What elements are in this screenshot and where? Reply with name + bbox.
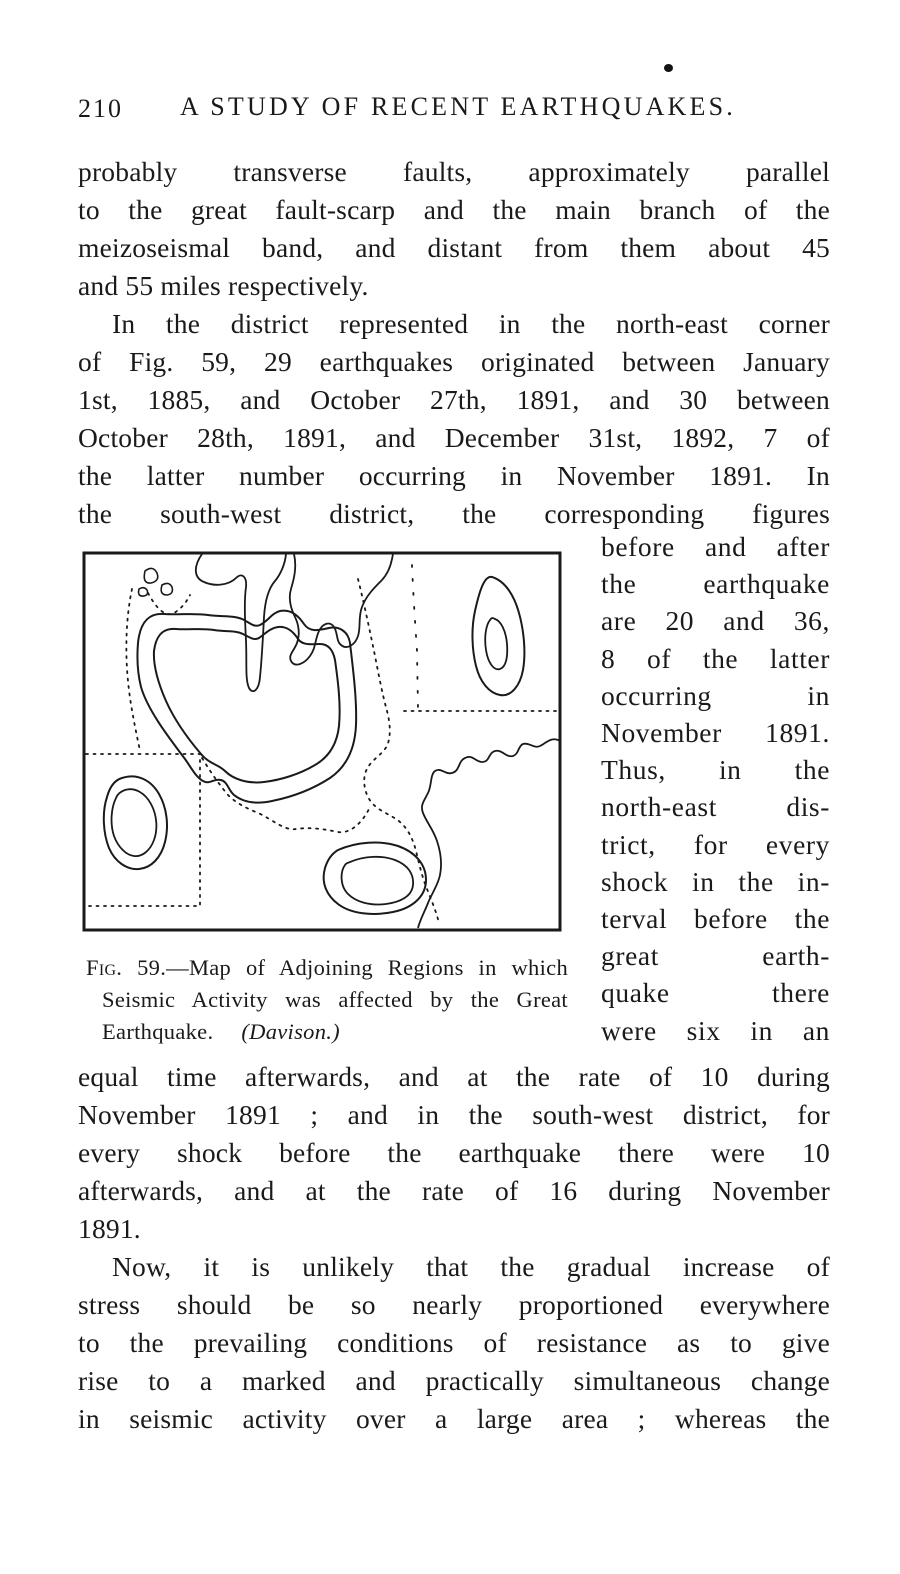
text-line: afterwards, and at the rate of 16 during November xyxy=(78,1175,830,1206)
northeast-contour-outer xyxy=(472,577,524,695)
text-line: equal time afterwards, and at the rate of 10 during xyxy=(78,1061,830,1092)
caption-line: Fig. 59.—Map of Adjoining Regions in which xyxy=(86,955,568,980)
east-coastline xyxy=(418,739,560,928)
figure-side-column xyxy=(601,528,830,1049)
text-line: stress should be so nearly proportioned everywhere xyxy=(78,1289,830,1320)
text-line: in seismic activity over a large area ; whereas the xyxy=(78,1403,830,1434)
paragraph-2 xyxy=(78,305,830,533)
southwest-district-boundary-dotted xyxy=(86,754,200,906)
text-line: rise to a marked and practically simultaneous change xyxy=(78,1365,830,1396)
running-title: A STUDY OF RECENT EARTHQUAKES. xyxy=(180,92,736,121)
text-line: terval before the xyxy=(601,903,830,935)
text-line: north-east dis- xyxy=(601,791,830,823)
caption-credit: (Davison.) xyxy=(241,1019,340,1044)
text-line: the latter number occurring in November 1891. In xyxy=(78,460,830,491)
text-line: November 1891. xyxy=(601,717,830,749)
map-drawing xyxy=(82,551,562,932)
text-line: trict, for every xyxy=(601,828,830,860)
page-number: 210 xyxy=(78,94,123,123)
island xyxy=(161,583,172,595)
text-line: 8 of the latter xyxy=(601,642,830,674)
text-line: October 28th, 1891, and December 31st, 1892, 7 of xyxy=(78,422,830,453)
text-line: 1st, 1885, and October 27th, 1891, and 30 between xyxy=(78,384,830,415)
district-boundary-dotted xyxy=(358,579,439,923)
figure-59-map xyxy=(82,551,562,932)
text-line: the earthquake xyxy=(601,568,830,600)
paragraph-3 xyxy=(78,1058,830,1248)
text-line: of Fig. 59, 29 earthquakes originated between January xyxy=(78,346,830,377)
text-line: occurring in xyxy=(601,679,830,711)
text-line: and 55 miles respectively. xyxy=(78,270,369,301)
text-line: are 20 and 36, xyxy=(601,605,830,637)
text-line: Thus, in the xyxy=(601,754,830,786)
district-boundary-dotted xyxy=(202,758,369,832)
text-line: great earth- xyxy=(601,940,830,972)
text-line: to the prevailing conditions of resistance as to give xyxy=(78,1327,830,1358)
ink-spot-artifact xyxy=(664,64,673,72)
south-contour-outer xyxy=(324,843,426,914)
map-frame xyxy=(84,553,560,930)
text-line: to the great fault-scarp and the main branch of the xyxy=(78,194,830,225)
district-boundary-dotted xyxy=(148,593,190,614)
text-line: shock in the in- xyxy=(601,865,830,897)
text-line: probably transverse faults, approximately parallel xyxy=(78,156,830,187)
island xyxy=(144,568,158,583)
text-line: 1891. xyxy=(78,1213,141,1244)
figure-caption xyxy=(86,952,568,1048)
north-coastline-peninsula xyxy=(290,554,393,665)
north-coastline xyxy=(196,554,286,691)
caption-line: Seismic Activity was affected by the Great xyxy=(102,987,568,1012)
text-line: quake there xyxy=(601,977,830,1009)
text-line: before and after xyxy=(601,531,830,562)
text-line: In the district represented in the north-east corner xyxy=(112,308,830,339)
text-line: the south-west district, the corresponding figures xyxy=(78,498,830,529)
northeast-district-boundary-dotted xyxy=(412,565,418,709)
southwest-contour-inner xyxy=(112,789,157,856)
caption-line: Earthquake. (Davison.) xyxy=(102,1019,340,1044)
northeast-contour-inner xyxy=(485,618,507,669)
text-line: November 1891 ; and in the south-west district, for xyxy=(78,1099,830,1130)
figure-label: Fig. xyxy=(86,955,123,980)
south-contour-inner xyxy=(342,857,414,905)
text-line: meizoseismal band, and distant from them about 45 xyxy=(78,232,830,263)
paragraph-1 xyxy=(78,153,830,305)
paragraph-4 xyxy=(78,1248,830,1438)
running-header xyxy=(78,92,830,128)
text-line: were six in an xyxy=(601,1014,830,1046)
text-line: Now, it is unlikely that the gradual increase of xyxy=(112,1251,830,1282)
island xyxy=(139,588,148,596)
text-line: every shock before the earthquake there were 10 xyxy=(78,1137,830,1168)
